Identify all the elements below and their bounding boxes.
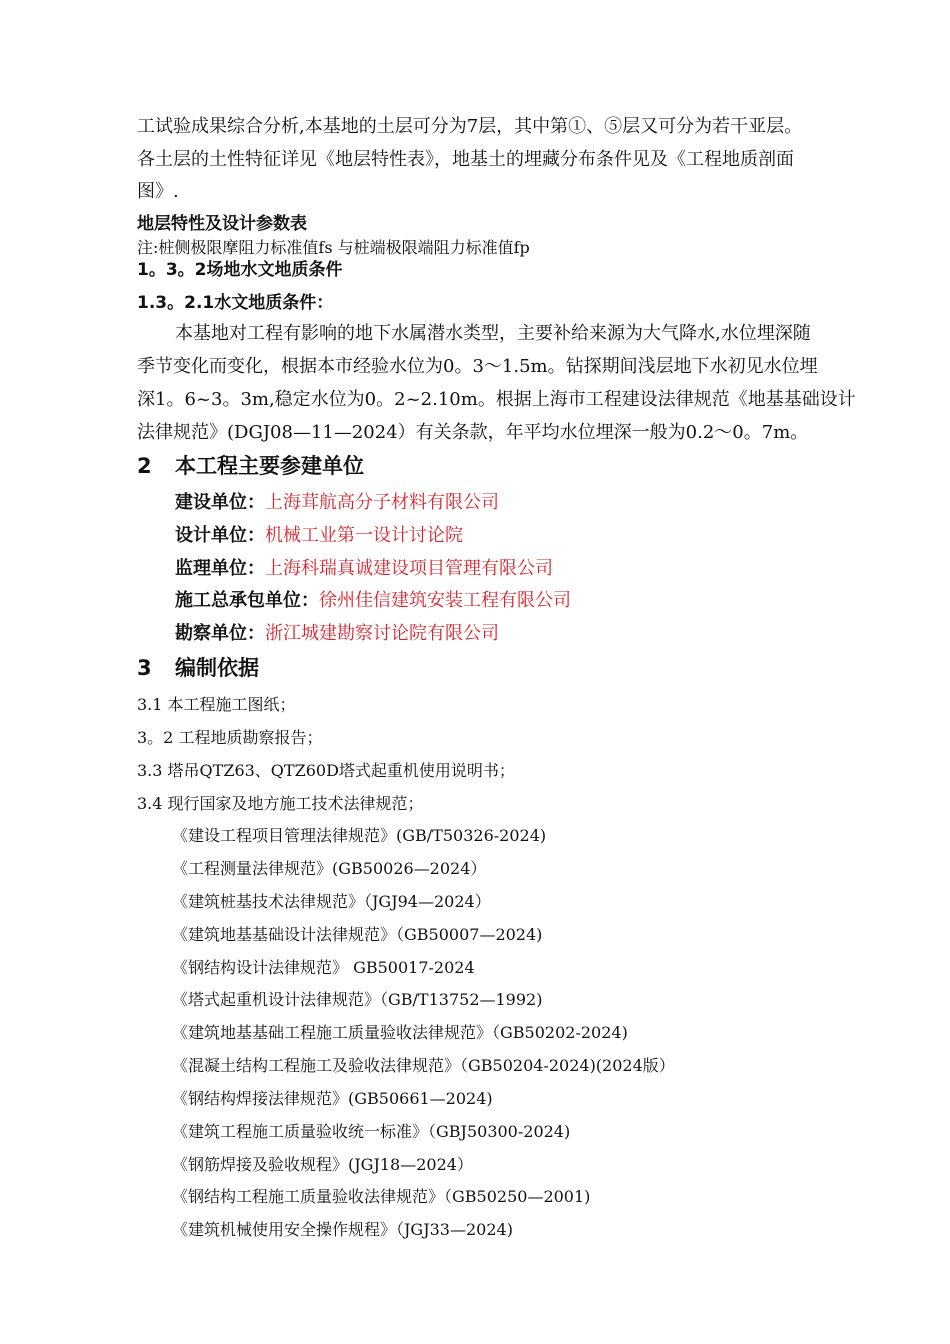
unit-row: [175, 623, 499, 645]
unit-value: 上海茸航高分子材料有限公司: [265, 492, 499, 513]
unit-row: [175, 558, 553, 580]
section-3-number: 3: [137, 656, 152, 680]
basis-item: 3.4 现行国家及地方施工技术法律规范；: [137, 794, 424, 813]
hydro-line-2: 季节变化而变化，根据本市经验水位为0。3～1.5m。钻探期间浅层地下水初见水位埋: [137, 356, 818, 377]
section-3-heading: [137, 657, 259, 679]
table-note: 注:桩侧极限摩阻力标准值fs 与桩端极限端阻力标准值fp: [137, 238, 530, 257]
unit-label: 勘察单位：: [175, 623, 265, 644]
hydro-line-4: 法律规范》(DGJ08—11—2024）有关条款，年平均水位埋深一般为0.2～0。7m。: [137, 422, 809, 443]
reference-item: 《建筑地基基础设计法律规范》（GB50007—2024): [172, 925, 543, 944]
intro-line-1: 工试验成果综合分析,本基地的土层可分为7层，其中第①、⑤层又可分为若干亚层。: [137, 116, 803, 137]
reference-item: 《工程测量法律规范》(GB50026—2024）: [172, 859, 487, 878]
intro-line-3: 图》.: [137, 181, 179, 202]
reference-item: 《钢结构工程施工质量验收法律规范》（GB50250—2001): [172, 1187, 591, 1206]
reference-item: 《建筑桩基技术法律规范》（JGJ94—2024）: [172, 892, 491, 911]
unit-label: 设计单位：: [175, 525, 265, 546]
unit-row: [175, 590, 571, 612]
intro-line-2: 各土层的土性特征详见《地层特性表》，地基土的埋藏分布条件见及《工程地质剖面: [137, 149, 794, 170]
hydro-line-1: 本基地对工程有影响的地下水属潜水类型，主要补给来源为大气降水,水位埋深随: [175, 323, 811, 344]
section-2-title: 本工程主要参建单位: [175, 454, 364, 478]
unit-row: [175, 492, 499, 514]
section-1-3-2-heading: 1。3。2场地水文地质条件: [137, 260, 343, 280]
hydro-line-3: 深1。6~3。3m,稳定水位为0。2~2.10m。根据上海市工程建设法律规范《地基基础设计: [137, 389, 856, 410]
reference-item: 《钢结构焊接法律规范》(GB50661—2024): [172, 1089, 493, 1108]
unit-value: 上海科瑞真诚建设项目管理有限公司: [265, 558, 553, 579]
unit-label: 建设单位：: [175, 492, 265, 513]
section-1-3-2-1-heading: 1.3。2.1水文地质条件：: [137, 293, 334, 313]
section-3-title: 编制依据: [175, 656, 259, 680]
unit-value: 机械工业第一设计讨论院: [265, 525, 463, 546]
reference-item: 《塔式起重机设计法律规范》（GB/T13752—1992): [172, 990, 543, 1009]
reference-item: 《建筑机械使用安全操作规程》（JGJ33—2024): [172, 1220, 513, 1239]
reference-item: 《混凝土结构工程施工及验收法律规范》（GB50204-2024)(2024版）: [172, 1056, 675, 1075]
unit-label: 监理单位：: [175, 558, 265, 579]
section-2-number: 2: [137, 454, 152, 478]
unit-value: 浙江城建勘察讨论院有限公司: [265, 623, 499, 644]
unit-value: 徐州佳信建筑安装工程有限公司: [319, 590, 571, 611]
reference-item: 《钢筋焊接及验收规程》(JGJ18—2024）: [172, 1155, 473, 1174]
basis-item: 3.3 塔吊QTZ63、QTZ60D塔式起重机使用说明书；: [137, 761, 515, 780]
table-title: 地层特性及设计参数表: [137, 214, 307, 234]
reference-item: 《建筑地基基础工程施工质量验收法律规范》（GB50202-2024): [172, 1023, 628, 1042]
unit-row: [175, 525, 463, 547]
section-2-heading: [137, 455, 364, 477]
reference-item: 《建设工程项目管理法律规范》(GB/T50326-2024): [172, 826, 547, 845]
basis-item: 3.1 本工程施工图纸；: [137, 695, 296, 714]
basis-item: 3。2 工程地质勘察报告；: [137, 728, 323, 747]
reference-item: 《钢结构设计法律规范》 GB50017-2024: [172, 958, 475, 977]
reference-item: 《建筑工程施工质量验收统一标准》（GBJ50300-2024): [172, 1122, 571, 1141]
unit-label: 施工总承包单位：: [175, 590, 319, 611]
